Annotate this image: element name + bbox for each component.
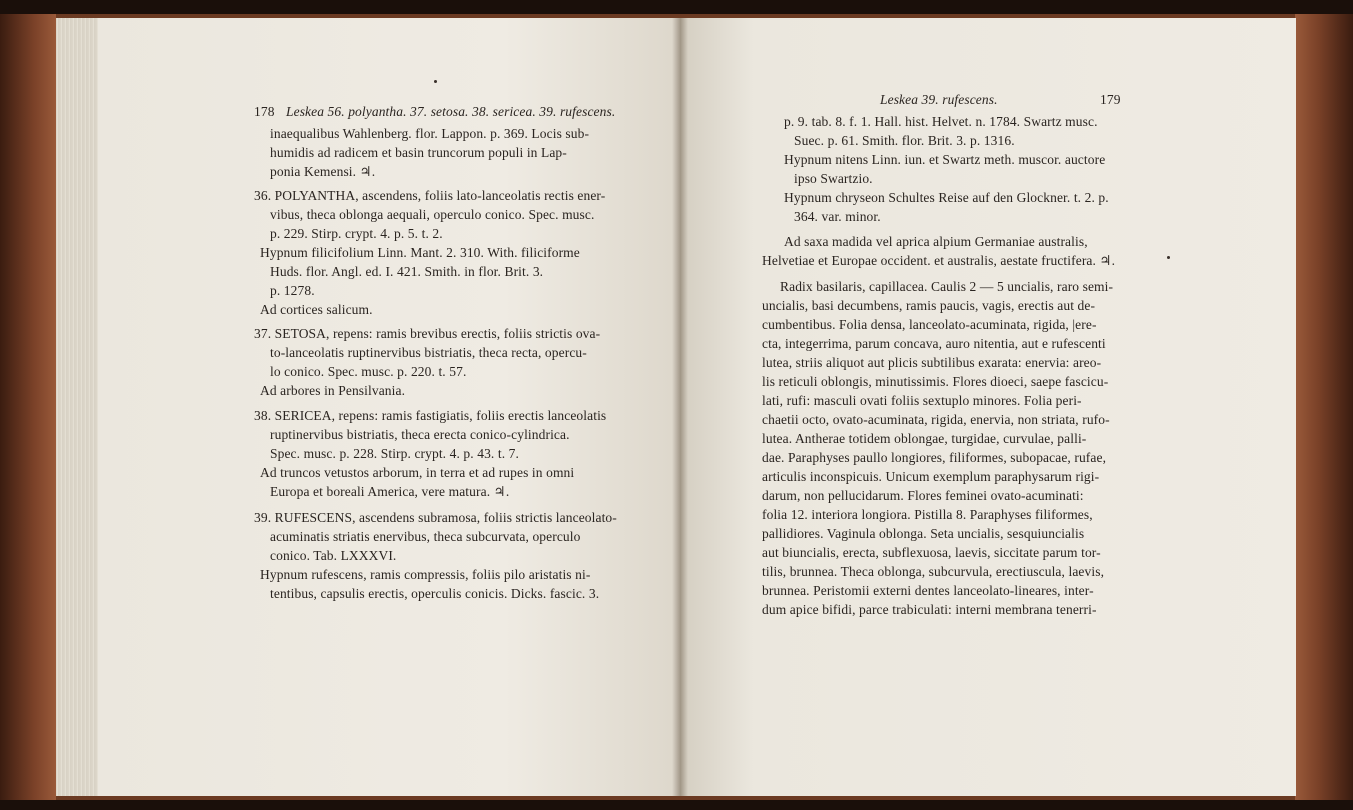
right-page bbox=[680, 18, 1296, 796]
text-line: acuminatis striatis enervibus, theca subcurvata, operculo bbox=[270, 529, 581, 544]
text-line: Ad truncos vetustos arborum, in terra et ad rupes in omni bbox=[260, 465, 575, 480]
text-line: tentibus, capsulis erectis, operculis conicis. Dicks. fascic. 3. bbox=[270, 586, 600, 601]
text-line: Huds. flor. Angl. ed. I. 421. Smith. in flor. Brit. 3. bbox=[270, 264, 544, 279]
text-line: aut biuncialis, erecta, subflexuosa, laevis, siccitate parum tor- bbox=[762, 545, 1101, 560]
right-running-head: Leskea 39. rufescens. bbox=[880, 92, 998, 107]
right-book-cover bbox=[1295, 14, 1353, 800]
text-line: uncialis, basi decumbens, ramis paucis, vagis, erectis aut de- bbox=[762, 298, 1096, 313]
text-line: brunnea. Peristomii externi dentes lanceolato-lineares, inter- bbox=[762, 583, 1094, 598]
text-line: chaetii octo, ovato-acuminata, rigida, enervia, non striata, rufo- bbox=[762, 412, 1110, 427]
text-line: Helvetiae et Europae occident. et australis, aestate fructifera. ♃. bbox=[762, 253, 1116, 268]
left-page-edges bbox=[56, 18, 100, 796]
text-line: to-lanceolatis ruptinervibus bistriatis, theca recta, opercu- bbox=[270, 345, 587, 360]
text-line: cta, integerrima, parum concava, auro nitentia, aut e rufescenti bbox=[762, 336, 1106, 351]
text-line: ponia Kemensi. ♃. bbox=[270, 164, 376, 179]
left-page bbox=[98, 18, 680, 796]
text-line: 364. var. minor. bbox=[794, 209, 881, 224]
entry-rufescens: 39. RUFESCENS, ascendens subramosa, foliis strictis lanceolato- bbox=[254, 510, 617, 525]
text-line: lis reticuli oblongis, minutissimis. Flores dioeci, saepe fascicu- bbox=[762, 374, 1109, 389]
text-line: articulis inconspicuis. Unicum exemplum paraphysarum rigi- bbox=[762, 469, 1100, 484]
text-line: Hypnum rufescens, ramis compressis, foliis pilo aristatis ni- bbox=[260, 567, 591, 582]
text-line: lo conico. Spec. musc. p. 220. t. 57. bbox=[270, 364, 467, 379]
left-running-head: Leskea 56. polyantha. 37. setosa. 38. sericea. 39. rufescens. bbox=[286, 104, 616, 119]
text-line: Ad saxa madida vel aprica alpium Germaniae australis, bbox=[784, 234, 1088, 249]
text-line: Suec. p. 61. Smith. flor. Brit. 3. p. 1316. bbox=[794, 133, 1015, 148]
paper-speck bbox=[1167, 256, 1170, 259]
text-line: Hypnum nitens Linn. iun. et Swartz meth. muscor. auctore bbox=[784, 152, 1106, 167]
text-line: inaequalibus Wahlenberg. flor. Lappon. p. 369. Locis sub- bbox=[270, 126, 590, 141]
text-line: folia 12. interiora longiora. Pistilla 8. Paraphyses filiformes, bbox=[762, 507, 1093, 522]
left-book-cover bbox=[0, 14, 56, 800]
text-line: ipso Swartzio. bbox=[794, 171, 873, 186]
text-line: p. 1278. bbox=[270, 283, 315, 298]
text-line: humidis ad radicem et basin truncorum populi in Lap- bbox=[270, 145, 567, 160]
left-page-number: 178 bbox=[254, 104, 275, 119]
text-line: p. 9. tab. 8. f. 1. Hall. hist. Helvet. n. 1784. Swartz musc. bbox=[784, 114, 1098, 129]
bottom-frame bbox=[0, 800, 1353, 810]
text-line: Hypnum filicifolium Linn. Mant. 2. 310. With. filiciforme bbox=[260, 245, 580, 260]
text-line: Hypnum chryseon Schultes Reise auf den Glockner. t. 2. p. bbox=[784, 190, 1109, 205]
text-line: lati, rufi: masculi ovati foliis sextuplo minores. Folia peri- bbox=[762, 393, 1082, 408]
text-line: Spec. musc. p. 228. Stirp. crypt. 4. p. 43. t. 7. bbox=[270, 446, 520, 461]
text-line: cumbentibus. Folia densa, lanceolato-acuminata, rigida, |ere- bbox=[762, 317, 1097, 332]
text-line: Ad arbores in Pensilvania. bbox=[260, 383, 406, 398]
text-line: vibus, theca oblonga aequali, operculo conico. Spec. musc. bbox=[270, 207, 595, 222]
text-line: ruptinervibus bistriatis, theca erecta conico-cylindrica. bbox=[270, 427, 570, 442]
text-line: darum, non pellucidarum. Flores feminei ovato-acuminati: bbox=[762, 488, 1084, 503]
text-line: pallidiores. Vaginula oblonga. Seta uncialis, sesquiuncialis bbox=[762, 526, 1085, 541]
text-line: conico. Tab. LXXXVI. bbox=[270, 548, 397, 563]
paper-speck bbox=[434, 80, 437, 83]
entry-sericea: 38. SERICEA, repens: ramis fastigiatis, foliis erectis lanceolatis bbox=[254, 408, 607, 423]
text-line: Ad cortices salicum. bbox=[260, 302, 373, 317]
description-paragraph: Radix basilaris, capillacea. Caulis 2 — 5 uncialis, raro semi- bbox=[780, 279, 1114, 294]
text-line: dum apice bifidi, parce trabiculati: interni membrana tenerri- bbox=[762, 602, 1097, 617]
text-line: p. 229. Stirp. crypt. 4. p. 5. t. 2. bbox=[270, 226, 443, 241]
text-line: tilis, brunnea. Theca oblonga, subcurvula, erectiuscula, laevis, bbox=[762, 564, 1105, 579]
top-frame bbox=[0, 0, 1353, 14]
text-line: dae. Paraphyses paullo longiores, filiformes, subopacae, rufae, bbox=[762, 450, 1107, 465]
right-page-number: 179 bbox=[1100, 92, 1121, 107]
text-line: Europa et boreali America, vere matura. ♃. bbox=[270, 484, 510, 499]
text-line: lutea, striis aliquot aut plicis subtilibus exarata: enervia: areo- bbox=[762, 355, 1102, 370]
book-gutter bbox=[672, 18, 688, 796]
entry-setosa: 37. SETOSA, repens: ramis brevibus erectis, foliis strictis ova- bbox=[254, 326, 601, 341]
text-line: lutea. Antherae totidem oblongae, turgidae, curvulae, palli- bbox=[762, 431, 1087, 446]
entry-polyantha: 36. POLYANTHA, ascendens, foliis lato-lanceolatis rectis ener- bbox=[254, 188, 606, 203]
